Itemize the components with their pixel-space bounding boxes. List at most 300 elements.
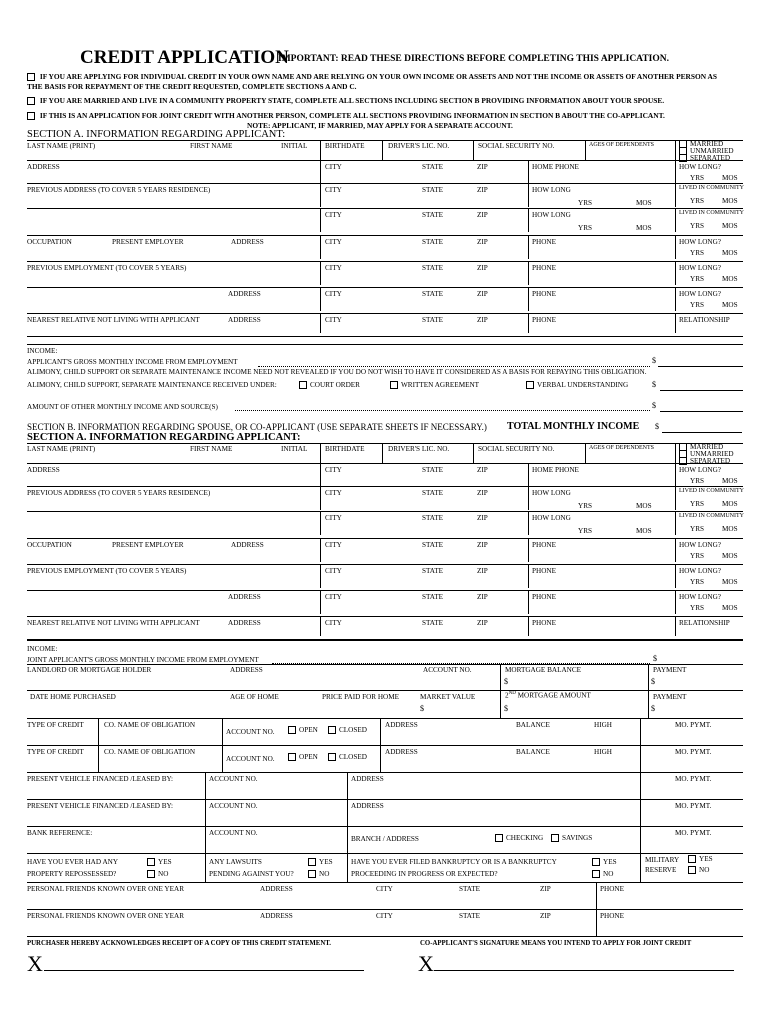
rule: [347, 772, 348, 799]
howLong-label: HOW LONG?: [679, 593, 721, 601]
section-a-heading: SECTION A. INFORMATION REGARDING APPLICANT:: [27, 129, 286, 140]
co-signature-x: X: [418, 951, 434, 976]
rule: [320, 261, 321, 285]
rule: [528, 463, 529, 487]
lawsuit-no[interactable]: [308, 870, 329, 878]
yrs-label: YRS: [690, 275, 704, 283]
no-label: NO: [603, 870, 614, 878]
gross-income-field[interactable]: [658, 366, 743, 367]
vehicle-label: PRESENT VEHICLE FINANCED /LEASED BY:: [27, 802, 174, 810]
rule: [675, 160, 676, 184]
balance-label: BALANCE: [516, 748, 550, 756]
yrs-label: YRS: [690, 477, 704, 485]
rule: [27, 799, 743, 800]
coName-label: CO. NAME OF OBLIGATION: [104, 721, 196, 729]
checkbox[interactable]: [526, 381, 534, 389]
checkbox[interactable]: [147, 870, 155, 878]
mos-label: MOS: [722, 604, 738, 612]
military-no[interactable]: [688, 866, 709, 874]
rule: [585, 443, 586, 463]
yrs-label: YRS: [690, 500, 704, 508]
rule: [320, 463, 321, 487]
yrs-label: YRS: [690, 578, 704, 586]
state-label: STATE: [422, 238, 443, 246]
dl-label: DRIVER'S LIC. NO.: [388, 142, 450, 150]
friends-label: PERSONAL FRIENDS KNOWN OVER ONE YEAR: [27, 912, 184, 920]
rule: [320, 443, 321, 463]
checkbox[interactable]: [495, 834, 503, 842]
zip-label: ZIP: [477, 186, 488, 194]
rule: [27, 183, 743, 184]
zip-label: ZIP: [477, 290, 488, 298]
rule: [675, 616, 676, 636]
zip-label: ZIP: [477, 514, 488, 522]
vehicle-label: PRESENT VEHICLE FINANCED /LEASED BY:: [27, 775, 174, 783]
state-label: STATE: [422, 541, 443, 549]
lived-label: LIVED IN COMMUNITY: [679, 488, 744, 494]
instruction-1: IF YOU ARE APPLYING FOR INDIVIDUAL CREDIT IN YOUR OWN NAME AND ARE RELYING ON YOUR OWN INCOME OR ASSETS AND NOT THE INCOME OR ASSETS OF ANOTHER PERSON AS: [27, 72, 717, 82]
rule: [640, 745, 641, 772]
court-order-option[interactable]: COURT ORDER: [299, 381, 360, 389]
checkbox[interactable]: [390, 381, 398, 389]
howLong2-label: HOW LONG: [532, 186, 571, 194]
mos-label: MOS: [722, 275, 738, 283]
rule: [27, 664, 743, 665]
rule: [320, 616, 321, 636]
landlord-label: LANDLORD OR MORTGAGE HOLDER: [27, 666, 152, 674]
total-income-label: TOTAL MONTHLY INCOME: [507, 421, 640, 432]
rule: [675, 564, 676, 588]
yrs-label: YRS: [690, 197, 704, 205]
yrs-label: YRS: [690, 552, 704, 560]
rule: [675, 287, 676, 311]
important-notice: IMPORTANT: READ THESE DIRECTIONS BEFORE COMPLETING THIS APPLICATION.: [278, 54, 669, 64]
rule: [675, 486, 676, 510]
acct-label: ACCOUNT NO.: [209, 829, 258, 837]
address-label: ADDRESS: [228, 290, 261, 298]
rule: [205, 799, 206, 826]
rule: [27, 640, 743, 641]
rule: [205, 853, 206, 882]
zip-label: ZIP: [477, 466, 488, 474]
rule: [528, 538, 529, 562]
zip-label: ZIP: [477, 264, 488, 272]
rule: [320, 183, 321, 207]
lived-label: LIVED IN COMMUNITY: [679, 210, 744, 216]
high-label: HIGH: [594, 721, 612, 729]
checkbox[interactable]: [299, 381, 307, 389]
rule: [205, 826, 206, 853]
rule: [675, 313, 676, 333]
separated-label: SEPARATED: [690, 457, 731, 465]
typeCredit-label: TYPE OF CREDIT: [27, 748, 84, 756]
rule: [596, 909, 597, 936]
repo-yes[interactable]: [147, 858, 172, 866]
presEmp-label: PRESENT EMPLOYER: [112, 238, 184, 246]
last-label: LAST NAME (PRINT): [27, 142, 96, 150]
checkbox[interactable]: [592, 870, 600, 878]
open-option[interactable]: [288, 726, 318, 734]
rule: [320, 287, 321, 311]
first-label: FIRST NAME: [190, 142, 233, 150]
separated-option[interactable]: [679, 457, 730, 465]
open-label: OPEN: [299, 753, 318, 761]
closed-option[interactable]: [328, 753, 367, 761]
alimony-note: ALIMONY, CHILD SUPPORT OR SEPARATE MAINTENANCE INCOME NEED NOT REVEALED IF YOU DO NOT WISH TO HAVE IT CONSIDERED AS A BASIS FOR REPAYING THIS OBLIGATION.: [27, 368, 647, 376]
payment-label: PAYMENT: [653, 666, 687, 674]
checking-label: CHECKING: [506, 834, 544, 842]
rule: [528, 564, 529, 588]
instruction-2: IF YOU ARE MARRIED AND LIVE IN A COMMUNITY PROPERTY STATE, COMPLETE ALL SECTIONS INCLUDING SECTION B PROVIDING INFORMATION ABOUT YOUR SPOUSE.: [27, 96, 664, 106]
checkbox[interactable]: [679, 457, 687, 465]
rule: [27, 882, 743, 883]
city-label: CITY: [376, 885, 393, 893]
checkbox[interactable]: [27, 112, 35, 120]
state-label: STATE: [422, 489, 443, 497]
co-applicant-signature-line[interactable]: [434, 970, 734, 971]
yrs-label: YRS: [578, 527, 592, 535]
phone-label: PHONE: [532, 290, 556, 298]
mos-label: MOS: [722, 222, 738, 230]
homePhone-label: HOME PHONE: [532, 163, 579, 171]
rule: [205, 772, 206, 799]
acct-label: ACCOUNT NO.: [209, 775, 258, 783]
checkbox[interactable]: [688, 866, 696, 874]
checkbox[interactable]: [551, 834, 559, 842]
address-label: ADDRESS: [231, 541, 264, 549]
dep-label: AGES OF DEPENDENTS: [589, 142, 655, 148]
checking-option[interactable]: [495, 834, 543, 842]
phone-label: PHONE: [600, 885, 624, 893]
unmarried-label: UNMARRIED: [690, 147, 734, 155]
zip-label: ZIP: [477, 593, 488, 601]
rule: [473, 140, 474, 160]
rule: [528, 511, 529, 535]
dollar-label: $: [651, 677, 655, 686]
city-label: CITY: [325, 163, 342, 171]
city-label: CITY: [325, 466, 342, 474]
lived-label: LIVED IN COMMUNITY: [679, 185, 744, 191]
coName-label: CO. NAME OF OBLIGATION: [104, 748, 196, 756]
state-label: STATE: [422, 290, 443, 298]
rule: [27, 718, 743, 719]
rule: [320, 511, 321, 535]
acct-label: ACCOUNT NO.: [226, 728, 275, 736]
zip-label: ZIP: [540, 885, 551, 893]
rule: [98, 745, 99, 772]
written-agreement-option[interactable]: WRITTEN AGREEMENT: [390, 381, 479, 389]
savings-option[interactable]: [551, 834, 592, 842]
mos-label: MOS: [722, 578, 738, 586]
presEmp-label: PRESENT EMPLOYER: [112, 541, 184, 549]
yes-label: YES: [603, 858, 617, 866]
rule: [27, 690, 743, 691]
rule: [98, 718, 99, 745]
rule: [585, 140, 586, 160]
yrs-label: YRS: [690, 301, 704, 309]
bk1-label: HAVE YOU EVER FILED BANKRUPTCY OR IS A BANKRUPTCY: [351, 858, 557, 866]
address-label: ADDRESS: [260, 885, 293, 893]
rule: [347, 799, 348, 826]
relationship-label: RELATIONSHIP: [679, 316, 730, 324]
yes-label: YES: [158, 858, 172, 866]
rule: [27, 235, 743, 236]
howLong-label: HOW LONG?: [679, 466, 721, 474]
rule: [222, 718, 223, 745]
howLong-label: HOW LONG?: [679, 567, 721, 575]
howLong-label: HOW LONG?: [679, 264, 721, 272]
verbal-option[interactable]: VERBAL UNDERSTANDING: [526, 381, 628, 389]
note: NOTE: APPLICANT, IF MARRIED, MAY APPLY FOR A SEPARATE ACCOUNT.: [247, 121, 513, 130]
moPymt-label: MO. PYMT.: [675, 829, 712, 837]
unmarried-label: UNMARRIED: [690, 450, 734, 458]
dep-label: AGES OF DEPENDENTS: [589, 445, 655, 451]
friends-label: PERSONAL FRIENDS KNOWN OVER ONE YEAR: [27, 885, 184, 893]
nearest-label: NEAREST RELATIVE NOT LIVING WITH APPLICANT: [27, 316, 200, 324]
dollar-label: $: [651, 704, 655, 713]
mos-label: MOS: [722, 174, 738, 182]
mos-label: MOS: [722, 477, 738, 485]
high-label: HIGH: [594, 748, 612, 756]
open-option[interactable]: [288, 753, 318, 761]
bankruptcy-yes[interactable]: [592, 858, 617, 866]
state-label: STATE: [459, 885, 480, 893]
howLong-label: HOW LONG?: [679, 290, 721, 298]
lawsuit-yes[interactable]: [308, 858, 333, 866]
zip-label: ZIP: [477, 316, 488, 324]
moPymt-label: MO. PYMT.: [675, 802, 712, 810]
mortBal-label: MORTGAGE BALANCE: [505, 666, 582, 674]
ssn-label: SOCIAL SECURITY NO.: [478, 142, 555, 150]
married-label: MARRIED: [690, 443, 724, 451]
rule: [640, 772, 641, 799]
rule: [640, 826, 641, 853]
address-label: ADDRESS: [385, 721, 418, 729]
state-label: STATE: [422, 163, 443, 171]
rule: [473, 443, 474, 463]
rule: [596, 882, 597, 909]
state-label: STATE: [422, 264, 443, 272]
address-label: ADDRESS: [260, 912, 293, 920]
first-label: FIRST NAME: [190, 445, 233, 453]
rule: [648, 664, 649, 718]
page-title: CREDIT APPLICATION: [80, 47, 289, 68]
howLong2-label: HOW LONG: [532, 211, 571, 219]
bank-label: BANK REFERENCE:: [27, 829, 93, 837]
rule: [27, 443, 743, 444]
checkbox[interactable]: [679, 154, 687, 162]
yrs-label: YRS: [690, 174, 704, 182]
checkbox[interactable]: [288, 753, 296, 761]
savings-label: SAVINGS: [562, 834, 593, 842]
checkbox[interactable]: [308, 870, 316, 878]
mos-label: MOS: [722, 249, 738, 257]
city-label: CITY: [325, 316, 342, 324]
checkbox[interactable]: [592, 858, 600, 866]
howLong-label: HOW LONG?: [679, 541, 721, 549]
acknowledgement: PURCHASER HEREBY ACKNOWLEDGES RECEIPT OF A COPY OF THIS CREDIT STATEMENT.: [27, 940, 331, 947]
section-b-heading: SECTION B. INFORMATION REGARDING SPOUSE, OR CO-APPLICANT (USE SEPARATE SHEETS IF NECESSARY.): [27, 422, 487, 432]
dl-label: DRIVER'S LIC. NO.: [388, 445, 450, 453]
state-label: STATE: [422, 619, 443, 627]
rule: [675, 208, 676, 232]
rule: [27, 140, 743, 141]
rule: [500, 664, 501, 718]
city-label: CITY: [325, 541, 342, 549]
alimony-label: ALIMONY, CHILD SUPPORT, SEPARATE MAINTENANCE RECEIVED UNDER:: [27, 381, 277, 389]
checkbox[interactable]: [27, 97, 35, 105]
balance-label: BALANCE: [516, 721, 550, 729]
payment-label: PAYMENT: [653, 693, 687, 701]
repo1-label: HAVE YOU EVER HAD ANY: [27, 858, 119, 866]
state-label: STATE: [422, 514, 443, 522]
city-label: CITY: [325, 264, 342, 272]
purchaser-signature-line[interactable]: [44, 970, 364, 971]
repo-no[interactable]: [147, 870, 168, 878]
open-label: OPEN: [299, 726, 318, 734]
rule: [27, 590, 743, 591]
repo2-label: PROPERTY REPOSSESSED?: [27, 870, 117, 878]
prevEmp-label: PREVIOUS EMPLOYMENT (TO COVER 5 YEARS): [27, 264, 187, 272]
rule: [640, 853, 641, 882]
city-label: CITY: [376, 912, 393, 920]
total-income-field[interactable]: [662, 432, 742, 433]
typeCredit-label: TYPE OF CREDIT: [27, 721, 84, 729]
moPymt-label: MO. PYMT.: [675, 721, 712, 729]
rule: [320, 313, 321, 333]
checkbox[interactable]: [288, 726, 296, 734]
yrs-label: YRS: [578, 199, 592, 207]
bk2-label: PROCEEDING IN PROGRESS OR EXPECTED?: [351, 870, 498, 878]
rule: [27, 909, 743, 910]
separated-option[interactable]: [679, 154, 730, 162]
prevAddr-label: PREVIOUS ADDRESS (TO COVER 5 YEARS RESIDENCE): [27, 186, 211, 194]
rule: [528, 208, 529, 232]
mos-label: MOS: [722, 525, 738, 533]
checkbox[interactable]: [308, 858, 316, 866]
howLong2-label: HOW LONG: [532, 489, 571, 497]
rule: [528, 590, 529, 614]
rule: [320, 208, 321, 232]
phone-label: PHONE: [532, 593, 556, 601]
phone-label: PHONE: [600, 912, 624, 920]
ssn-label: SOCIAL SECURITY NO.: [478, 445, 555, 453]
rule: [320, 538, 321, 562]
pricePaid-label: PRICE PAID FOR HOME: [322, 693, 400, 701]
yrs-label: YRS: [690, 525, 704, 533]
rule: [528, 261, 529, 285]
mos-label: MOS: [636, 527, 652, 535]
city-label: CITY: [325, 619, 342, 627]
birth-label: BIRTHDATE: [325, 142, 365, 150]
rule: [382, 443, 383, 463]
acct-label: ACCOUNT NO.: [423, 666, 472, 674]
rule: [27, 538, 743, 539]
rule: [27, 616, 743, 617]
branch-label: BRANCH / ADDRESS: [351, 835, 419, 843]
rule: [27, 287, 743, 288]
rule: [382, 140, 383, 160]
rule: [640, 799, 641, 826]
instruction-1-cont: THE BASIS FOR REPAYMENT OF THE CREDIT REQUESTED, COMPLETE SECTIONS A AND C.: [27, 82, 357, 91]
moPymt-label: MO. PYMT.: [675, 775, 712, 783]
checkbox[interactable]: [688, 855, 696, 863]
other-income-field[interactable]: [660, 411, 743, 412]
mos-label: MOS: [636, 502, 652, 510]
rule: [27, 745, 743, 746]
military-label: MILITARY: [645, 856, 680, 864]
yes-label: YES: [319, 858, 333, 866]
checkbox[interactable]: [328, 753, 336, 761]
closed-label: CLOSED: [339, 753, 367, 761]
zip-label: ZIP: [477, 619, 488, 627]
rule: [675, 140, 676, 160]
initial-label: INITIAL: [281, 142, 308, 150]
rule: [27, 853, 743, 854]
rule: [675, 443, 676, 463]
state-label: STATE: [422, 593, 443, 601]
city-label: CITY: [325, 567, 342, 575]
howLong-label: HOW LONG?: [679, 163, 721, 171]
rule: [27, 564, 743, 565]
signature-x: X: [27, 951, 43, 976]
bankruptcy-no[interactable]: [592, 870, 613, 878]
checkbox[interactable]: [328, 726, 336, 734]
phone-label: PHONE: [532, 541, 556, 549]
rule: [528, 486, 529, 510]
rule: [27, 336, 743, 337]
lived-label: LIVED IN COMMUNITY: [679, 513, 744, 519]
yrs-label: YRS: [578, 502, 592, 510]
state-label: STATE: [422, 567, 443, 575]
city-label: CITY: [325, 211, 342, 219]
rule: [528, 235, 529, 259]
rule: [27, 936, 743, 937]
gross-income-label: APPLICANT'S GROSS MONTHLY INCOME FROM EMPLOYMENT: [27, 358, 238, 366]
rule: [320, 160, 321, 184]
second-mortgage-label: 2ND MORTGAGE AMOUNT: [505, 691, 591, 700]
rule: [27, 261, 743, 262]
address-label: ADDRESS: [228, 316, 261, 324]
closed-label: CLOSED: [339, 726, 367, 734]
address-label: ADDRESS: [385, 748, 418, 756]
city-label: CITY: [325, 593, 342, 601]
rule: [27, 511, 743, 512]
mos-label: MOS: [722, 500, 738, 508]
relationship-label: RELATIONSHIP: [679, 619, 730, 627]
rule: [320, 486, 321, 510]
yrs-label: YRS: [690, 604, 704, 612]
rule: [675, 463, 676, 487]
zip-label: ZIP: [477, 541, 488, 549]
checkbox[interactable]: [147, 858, 155, 866]
military-yes[interactable]: [688, 855, 713, 863]
state-label: STATE: [422, 466, 443, 474]
rule: [27, 160, 743, 161]
zip-label: ZIP: [540, 912, 551, 920]
phone-label: PHONE: [532, 264, 556, 272]
closed-option[interactable]: [328, 726, 367, 734]
address-label: ADDRESS: [228, 619, 261, 627]
phone-label: PHONE: [532, 238, 556, 246]
yrs-label: YRS: [690, 222, 704, 230]
rule: [347, 826, 348, 853]
alimony-field[interactable]: [660, 390, 743, 391]
rule: [675, 538, 676, 562]
checkbox[interactable]: [27, 73, 35, 81]
rule: [320, 235, 321, 259]
datePurch-label: DATE HOME PURCHASED: [30, 693, 116, 701]
